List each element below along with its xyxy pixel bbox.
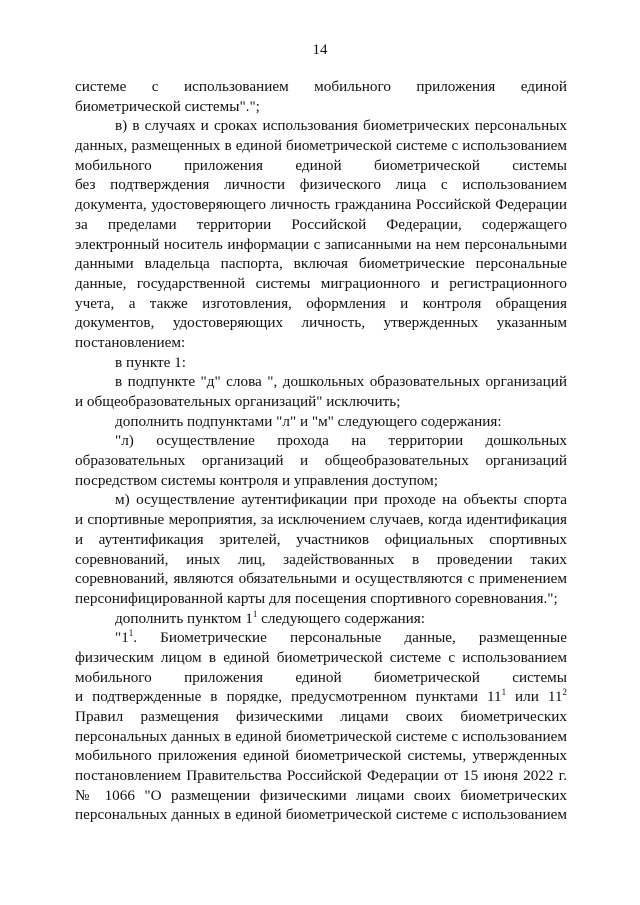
text-line: "$1^1$. Биометрические персональные данные, размещенные	[115, 628, 567, 647]
text-line: персональных данных в единой биометрической системе с использованием	[75, 806, 567, 824]
text-line: "л) осуществление прохода на территории дошкольных	[115, 432, 567, 450]
text-line: персональных данных в единой биометрической системе с использованием	[75, 727, 567, 745]
text-line: в пункте 1:	[115, 353, 186, 371]
text-line: постановлением:	[75, 333, 186, 351]
text-line: без подтверждения личности физического лица с использованием	[75, 176, 567, 194]
text-line: и подтвержденные в порядке, предусмотренном пунктами $11^1$ или $11^2$	[75, 687, 567, 706]
text-line: образовательных организаций и общеобразовательных организаций	[75, 452, 567, 470]
text-line: биометрической системы".";	[75, 97, 260, 115]
text-line: в подпункте "д" слова ", дошкольных образовательных организаций	[115, 373, 567, 391]
text-line: документов, удостоверяющих личность, утвержденных указанным	[75, 314, 567, 332]
text-line: соревнований, иных лиц, задействованных в проведении таких	[75, 550, 567, 568]
text-line: мобильного приложения единой биометрической системы	[75, 156, 567, 174]
text-line: данными владельца паспорта, включая биометрические персональные	[75, 255, 567, 273]
text-line: в) в случаях и сроках использования биометрических персональных	[115, 117, 567, 135]
text-line: соревнований, являются обязательными и осуществляются с применением	[75, 570, 567, 588]
text-line: и аутентификация зрителей, участников официальных спортивных	[75, 530, 567, 548]
text-line: данных, размещенных в единой биометрической системе с использованием	[75, 137, 567, 155]
text-line: дополнить пунктом $1^1$ следующего содержания:	[115, 608, 425, 627]
text-line: дополнить подпунктами "л" и "м" следующего содержания:	[115, 412, 502, 430]
text-line: м) осуществление аутентификации при проходе на объекты спорта	[115, 491, 567, 509]
text-line: и общеобразовательных организаций" исключить;	[75, 393, 401, 410]
text-line: данные, государственной системы миграционного и регистрационного	[75, 274, 567, 292]
text-line: Правил размещения физическими лицами своих биометрических	[75, 708, 567, 725]
text-line: физическим лицом в единой биометрической системе с использованием	[75, 648, 567, 666]
text-line: персонифицированной карты для посещения спортивного соревнования.";	[75, 589, 558, 607]
text-line: документа, удостоверяющего личность гражданина Российской Федерации	[75, 196, 567, 214]
text-line: № 1066 "О размещении физическими лицами своих биометрических	[75, 786, 567, 804]
document-body	[75, 77, 567, 825]
page-number: 14	[312, 42, 328, 58]
text-line: мобильного приложения единой биометрической системы, утвержденных	[75, 747, 567, 765]
text-line: и спортивные мероприятия, за исключением случаев, когда идентификация	[75, 511, 567, 529]
text-line: электронный носитель информации с записанными на нем персональными	[75, 235, 567, 253]
text-line: мобильного приложения единой биометрической системы	[75, 668, 567, 686]
text-line: системе с использованием мобильного приложения единой	[75, 78, 567, 95]
text-line: посредством системы контроля и управления доступом;	[75, 471, 439, 489]
text-line: учета, а также изготовления, оформления и контроля обращения	[75, 294, 567, 312]
text-line: постановлением Правительства Российской Федерации от 15 июня 2022 г.	[75, 767, 567, 785]
text-line: за пределами территории Российской Федерации, содержащего	[75, 215, 567, 233]
